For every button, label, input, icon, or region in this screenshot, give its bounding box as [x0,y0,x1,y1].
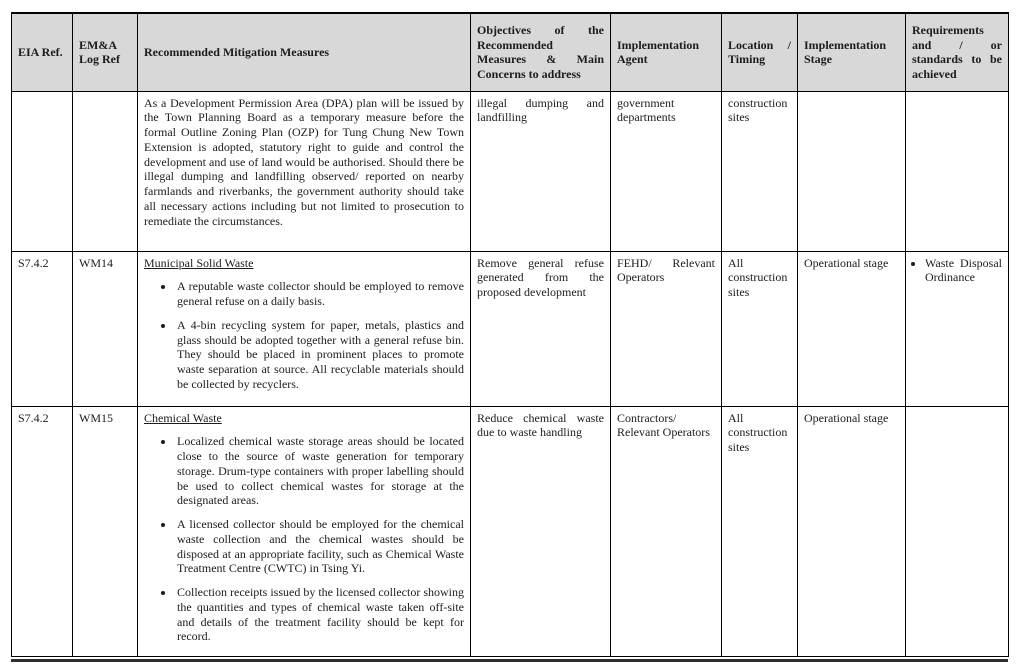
log-ref-cell: WM15 [73,406,138,656]
requirements-bullet: • Waste Disposal Ordinance [925,256,1002,286]
measures-paragraph: As a Development Permission Area (DPA) plan will be issued by the Town Planning Board as a temporary measure before the formal Outline Zoning Plan (OZP) for Tung Chung New Town Extension is adopted, statutory right to guide and control the development and use of land would be authorised. Should there be illegal dumping and landfilling observed/ reported on nearby farmlands and riverbanks, the government authority should take all necessary actions including but not limited to prosecution to remediate the circumstances. [144,95,464,228]
objectives-cell: Reduce chemical waste due to waste handling [471,406,611,656]
measures-heading: Chemical Waste [144,410,222,425]
log-ref-cell [73,91,138,251]
stage-cell [798,91,906,251]
requirements-cell [906,406,1009,656]
measures-bullet: • Localized chemical waste storage areas should be located close to the source of waste generation for temporary storage. Drum-type containers with proper labelling should be used to collect chemical wastes for storage at the designated areas. [175,434,464,508]
column-header-requirements: Requirements and / or standards to be achieved [906,13,1009,91]
table-header-row [12,13,1009,91]
table-row-wm15 [12,406,1009,656]
location-cell: All construction sites [722,251,798,406]
eia-ref-cell: S7.4.2 [12,406,73,656]
log-ref-cell: WM14 [73,251,138,406]
measures-bullet: • A reputable waste collector should be employed to remove general refuse on a daily basis. [175,279,464,309]
column-header-implementation-stage: Implementation Stage [798,13,906,91]
column-header-location-timing: Location / Timing [722,13,798,91]
measures-cell [138,91,471,251]
eia-ref-cell: S7.4.2 [12,251,73,406]
objectives-cell: Remove general refuse generated from the proposed development [471,251,611,406]
mitigation-measures-table [11,12,1009,657]
requirements-cell [906,251,1009,406]
measures-cell [138,251,471,406]
stage-cell: Operational stage [798,406,906,656]
table-bottom-rule [11,659,1008,662]
measures-bullet-list [144,434,464,644]
column-header-eia-ref: EIA Ref. [12,13,73,91]
objectives-cell: illegal dumping and landfilling [471,91,611,251]
table-row-continuation [12,91,1009,251]
measures-bullet: • A licensed collector should be employed for the chemical waste collection and the chemical wastes should be disposed at an appropriate facility, such as Chemical Waste Treatment Centre (CWTC) in Tsing Yi. [175,517,464,576]
column-header-implementation-agent: Implementation Agent [611,13,722,91]
agent-cell: government departments [611,91,722,251]
table-row-wm14 [12,251,1009,406]
column-header-ema-log-ref: EM&A Log Ref [73,13,138,91]
column-header-mitigation-measures: Recommended Mitigation Measures [138,13,471,91]
measures-bullet: • A 4-bin recycling system for paper, metals, plastics and glass should be adopted together with a general refuse bin. They should be placed in prominent places to promote waste separation at source. All recyclable materials should be collected by recyclers. [175,318,464,392]
measures-bullet-list [144,279,464,391]
agent-cell: FEHD/ Relevant Operators [611,251,722,406]
location-cell: All construction sites [722,406,798,656]
stage-cell: Operational stage [798,251,906,406]
measures-cell [138,406,471,656]
column-header-objectives: Objectives of the Recommended Measures & Main Concerns to address [471,13,611,91]
location-cell: construction sites [722,91,798,251]
eia-ref-cell [12,91,73,251]
measures-bullet: • Collection receipts issued by the licensed collector showing the quantities and types of chemical waste taken off-site and details of the treatment facility should be kept for record. [175,585,464,644]
measures-heading: Municipal Solid Waste [144,255,254,270]
requirements-bullet-list [912,256,1002,286]
requirements-cell [906,91,1009,251]
agent-cell: Contractors/ Relevant Operators [611,406,722,656]
